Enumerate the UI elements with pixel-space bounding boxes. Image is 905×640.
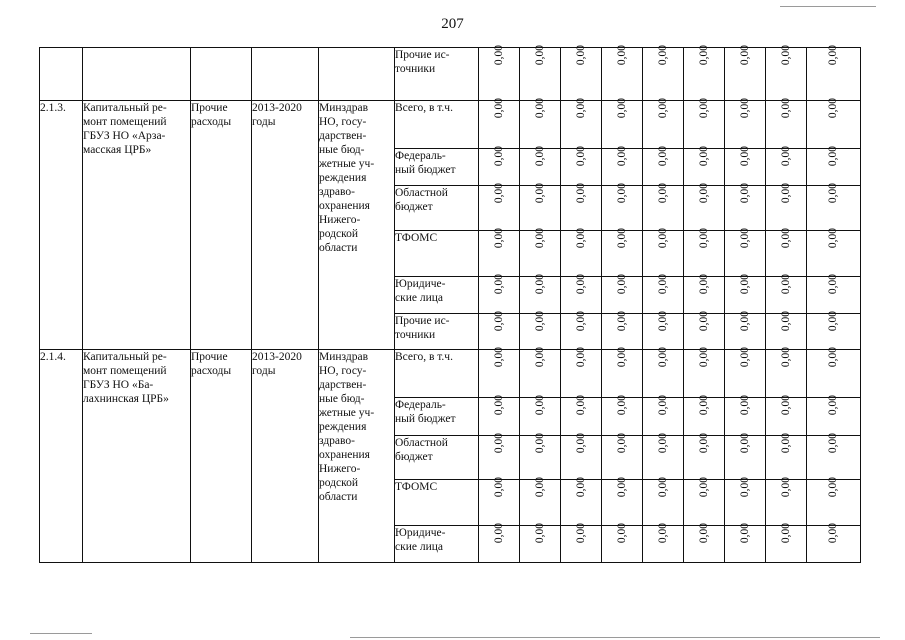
amount-value: 0,00 xyxy=(575,346,587,368)
amount-value: 0,00 xyxy=(657,273,669,295)
amount-value: 0,00 xyxy=(493,227,505,249)
amount-cell xyxy=(602,97,643,149)
amount-cell xyxy=(520,394,561,436)
amount-cell xyxy=(643,273,684,314)
funding-source: Областной бюджет xyxy=(395,437,448,463)
funding-source-cell xyxy=(395,101,479,149)
amount-value: 0,00 xyxy=(657,97,669,119)
amount-value: 0,00 xyxy=(534,44,546,66)
amount-cell xyxy=(602,182,643,231)
amount-value: 0,00 xyxy=(657,432,669,454)
amount-cell xyxy=(479,394,520,436)
funding-source-cell xyxy=(395,186,479,231)
amount-cell xyxy=(725,476,766,526)
funding-source-cell xyxy=(395,350,479,398)
funding-source: Федераль- ный бюджет xyxy=(395,399,456,425)
amount-cell xyxy=(684,227,725,277)
amount-value: 0,00 xyxy=(827,476,840,498)
amount-cell xyxy=(602,394,643,436)
amount-cell xyxy=(725,44,766,101)
amount-cell xyxy=(684,310,725,350)
table-body xyxy=(40,44,861,563)
amount-value: 0,00 xyxy=(739,145,751,167)
amount-value: 0,00 xyxy=(534,476,546,498)
funding-source-cell xyxy=(395,436,479,480)
amount-value: 0,00 xyxy=(493,273,505,295)
amount-cell xyxy=(561,273,602,314)
amount-cell xyxy=(561,44,602,101)
scan-line-bottom-left xyxy=(30,633,92,634)
scan-line-bottom-right xyxy=(350,637,880,638)
amount-value: 0,00 xyxy=(616,273,628,295)
amount-value: 0,00 xyxy=(534,346,546,368)
amount-value: 0,00 xyxy=(493,97,505,119)
table-row xyxy=(40,101,861,149)
amount-value: 0,00 xyxy=(657,346,669,368)
amount-value: 0,00 xyxy=(698,346,710,368)
amount-value: 0,00 xyxy=(534,522,546,544)
period-cell xyxy=(252,350,319,563)
amount-cell xyxy=(725,273,766,314)
item-title: Капитальный ре- монт помещений ГБУЗ НО «Ба- лахнинская ЦРБ» xyxy=(83,351,169,405)
period: 2013-2020 годы xyxy=(252,351,302,377)
funding-source-cell xyxy=(395,149,479,186)
amount-cell xyxy=(520,182,561,231)
amount-cell xyxy=(807,310,861,350)
amount-value: 0,00 xyxy=(534,273,546,295)
amount-cell xyxy=(725,394,766,436)
amount-cell xyxy=(479,44,520,101)
amount-value: 0,00 xyxy=(493,310,505,332)
amount-cell xyxy=(479,273,520,314)
item-code-cell xyxy=(40,101,83,350)
amount-cell xyxy=(479,476,520,526)
amount-value: 0,00 xyxy=(616,476,628,498)
amount-value: 0,00 xyxy=(616,182,628,204)
amount-cell xyxy=(725,145,766,186)
amount-value: 0,00 xyxy=(616,432,628,454)
amount-value: 0,00 xyxy=(827,227,840,249)
amount-value: 0,00 xyxy=(739,97,751,119)
amount-cell xyxy=(602,145,643,186)
amount-value: 0,00 xyxy=(698,432,710,454)
funding-source: Всего, в т.ч. xyxy=(395,351,453,363)
amount-cell xyxy=(479,346,520,398)
amount-cell xyxy=(520,44,561,101)
period: 2013-2020 годы xyxy=(252,102,302,128)
amount-cell xyxy=(561,145,602,186)
amount-cell xyxy=(684,476,725,526)
amount-value: 0,00 xyxy=(616,346,628,368)
amount-value: 0,00 xyxy=(575,227,587,249)
amount-value: 0,00 xyxy=(780,394,792,416)
amount-cell xyxy=(561,522,602,563)
amount-cell xyxy=(479,182,520,231)
amount-cell xyxy=(807,432,861,480)
funding-source: Прочие ис- точники xyxy=(395,49,450,75)
period-cell xyxy=(252,48,319,101)
item-title-cell xyxy=(83,350,191,563)
amount-value: 0,00 xyxy=(657,310,669,332)
amount-value: 0,00 xyxy=(534,310,546,332)
amount-value: 0,00 xyxy=(493,44,505,66)
item-code-cell xyxy=(40,350,83,563)
amount-cell xyxy=(602,522,643,563)
amount-value: 0,00 xyxy=(575,97,587,119)
amount-cell xyxy=(766,346,807,398)
amount-value: 0,00 xyxy=(616,227,628,249)
amount-value: 0,00 xyxy=(534,97,546,119)
amount-cell xyxy=(479,432,520,480)
amount-cell xyxy=(807,97,861,149)
amount-cell xyxy=(561,432,602,480)
amount-cell xyxy=(684,432,725,480)
amount-value: 0,00 xyxy=(739,394,751,416)
amount-cell xyxy=(807,394,861,436)
amount-value: 0,00 xyxy=(698,227,710,249)
expense-type-cell xyxy=(191,350,252,563)
amount-value: 0,00 xyxy=(575,182,587,204)
amount-value: 0,00 xyxy=(827,145,840,167)
amount-value: 0,00 xyxy=(698,310,710,332)
funding-source: ТФОМС xyxy=(395,481,438,493)
amount-cell xyxy=(602,310,643,350)
funding-source: Прочие ис- точники xyxy=(395,315,450,341)
amount-cell xyxy=(807,346,861,398)
item-title-cell xyxy=(83,101,191,350)
amount-cell xyxy=(602,44,643,101)
amount-cell xyxy=(684,182,725,231)
budget-table xyxy=(39,44,861,563)
amount-cell xyxy=(561,394,602,436)
amount-cell xyxy=(561,182,602,231)
amount-value: 0,00 xyxy=(827,97,840,119)
amount-cell xyxy=(807,273,861,314)
amount-value: 0,00 xyxy=(780,273,792,295)
amount-cell xyxy=(807,227,861,277)
amount-cell xyxy=(807,522,861,563)
amount-cell xyxy=(479,227,520,277)
amount-value: 0,00 xyxy=(780,182,792,204)
amount-value: 0,00 xyxy=(739,522,751,544)
amount-value: 0,00 xyxy=(575,476,587,498)
amount-cell xyxy=(684,97,725,149)
amount-value: 0,00 xyxy=(534,182,546,204)
amount-value: 0,00 xyxy=(493,394,505,416)
amount-cell xyxy=(643,432,684,480)
amount-value: 0,00 xyxy=(534,227,546,249)
amount-value: 0,00 xyxy=(534,145,546,167)
amount-cell xyxy=(520,310,561,350)
amount-value: 0,00 xyxy=(698,522,710,544)
amount-cell xyxy=(479,97,520,149)
amount-value: 0,00 xyxy=(575,522,587,544)
amount-cell xyxy=(725,97,766,149)
amount-value: 0,00 xyxy=(780,346,792,368)
amount-cell xyxy=(684,44,725,101)
amount-cell xyxy=(807,476,861,526)
amount-cell xyxy=(766,522,807,563)
amount-cell xyxy=(766,394,807,436)
amount-cell xyxy=(766,432,807,480)
amount-value: 0,00 xyxy=(698,476,710,498)
amount-cell xyxy=(479,145,520,186)
amount-cell xyxy=(684,522,725,563)
amount-value: 0,00 xyxy=(657,145,669,167)
amount-value: 0,00 xyxy=(739,182,751,204)
expense-type-cell xyxy=(191,48,252,101)
amount-cell xyxy=(766,44,807,101)
amount-value: 0,00 xyxy=(739,44,751,66)
amount-cell xyxy=(643,145,684,186)
amount-value: 0,00 xyxy=(698,97,710,119)
amount-cell xyxy=(766,227,807,277)
amount-cell xyxy=(684,145,725,186)
expense-type: Прочие расходы xyxy=(191,102,232,128)
amount-value: 0,00 xyxy=(780,97,792,119)
amount-value: 0,00 xyxy=(575,44,587,66)
amount-cell xyxy=(602,476,643,526)
amount-cell xyxy=(725,522,766,563)
amount-cell xyxy=(766,310,807,350)
amount-cell xyxy=(643,227,684,277)
amount-value: 0,00 xyxy=(657,44,669,66)
funding-source: Федераль- ный бюджет xyxy=(395,150,456,176)
amount-value: 0,00 xyxy=(657,227,669,249)
funding-source: Юридиче- ские лица xyxy=(395,527,446,553)
amount-cell xyxy=(725,432,766,480)
funding-source-cell xyxy=(395,277,479,314)
amount-value: 0,00 xyxy=(534,432,546,454)
amount-value: 0,00 xyxy=(493,182,505,204)
amount-cell xyxy=(602,227,643,277)
item-title: Капитальный ре- монт помещений ГБУЗ НО «Арза- масская ЦРБ» xyxy=(83,102,167,156)
amount-cell xyxy=(520,522,561,563)
amount-cell xyxy=(807,182,861,231)
amount-value: 0,00 xyxy=(827,44,840,66)
amount-cell xyxy=(766,97,807,149)
item-title-cell xyxy=(83,48,191,101)
amount-value: 0,00 xyxy=(698,273,710,295)
amount-value: 0,00 xyxy=(780,145,792,167)
executor: Минздрав НО, госу- дарствен- ные бюд- жетные уч- реждения здраво- охранения Нижего- родской области xyxy=(319,102,375,254)
amount-cell xyxy=(520,346,561,398)
amount-value: 0,00 xyxy=(827,394,840,416)
amount-cell xyxy=(643,476,684,526)
item-code: 2.1.4. xyxy=(40,351,66,363)
table-row xyxy=(40,350,861,398)
amount-value: 0,00 xyxy=(657,182,669,204)
amount-cell xyxy=(520,97,561,149)
amount-value: 0,00 xyxy=(657,394,669,416)
amount-cell xyxy=(479,310,520,350)
amount-value: 0,00 xyxy=(739,273,751,295)
amount-value: 0,00 xyxy=(575,310,587,332)
amount-cell xyxy=(766,182,807,231)
amount-value: 0,00 xyxy=(657,476,669,498)
amount-value: 0,00 xyxy=(739,310,751,332)
amount-cell xyxy=(684,346,725,398)
amount-value: 0,00 xyxy=(616,145,628,167)
amount-value: 0,00 xyxy=(698,394,710,416)
amount-value: 0,00 xyxy=(657,522,669,544)
period-cell xyxy=(252,101,319,350)
amount-value: 0,00 xyxy=(739,476,751,498)
funding-source-cell xyxy=(395,526,479,563)
amount-cell xyxy=(479,522,520,563)
amount-value: 0,00 xyxy=(493,346,505,368)
amount-cell xyxy=(807,145,861,186)
amount-cell xyxy=(725,310,766,350)
page-number: 207 xyxy=(441,16,464,32)
amount-value: 0,00 xyxy=(493,145,505,167)
amount-value: 0,00 xyxy=(698,182,710,204)
amount-value: 0,00 xyxy=(780,44,792,66)
amount-value: 0,00 xyxy=(493,476,505,498)
scan-line-top-right xyxy=(780,6,876,7)
amount-value: 0,00 xyxy=(616,44,628,66)
amount-cell xyxy=(643,310,684,350)
amount-value: 0,00 xyxy=(827,346,840,368)
amount-cell xyxy=(602,432,643,480)
amount-value: 0,00 xyxy=(698,44,710,66)
amount-cell xyxy=(643,44,684,101)
amount-cell xyxy=(602,273,643,314)
amount-cell xyxy=(520,432,561,480)
amount-value: 0,00 xyxy=(827,432,840,454)
amount-value: 0,00 xyxy=(616,97,628,119)
amount-value: 0,00 xyxy=(739,227,751,249)
amount-value: 0,00 xyxy=(739,432,751,454)
executor-cell xyxy=(319,350,395,563)
amount-cell xyxy=(643,97,684,149)
amount-value: 0,00 xyxy=(616,394,628,416)
executor-cell xyxy=(319,48,395,101)
amount-cell xyxy=(725,182,766,231)
amount-value: 0,00 xyxy=(780,522,792,544)
amount-value: 0,00 xyxy=(780,310,792,332)
amount-cell xyxy=(766,273,807,314)
funding-source-cell xyxy=(395,231,479,277)
amount-cell xyxy=(643,182,684,231)
executor: Минздрав НО, госу- дарствен- ные бюд- жетные уч- реждения здраво- охранения Нижего- родской области xyxy=(319,351,375,503)
item-code: 2.1.3. xyxy=(40,102,66,114)
amount-value: 0,00 xyxy=(739,346,751,368)
amount-cell xyxy=(561,476,602,526)
amount-value: 0,00 xyxy=(616,522,628,544)
amount-cell xyxy=(684,394,725,436)
amount-cell xyxy=(520,476,561,526)
amount-cell xyxy=(520,227,561,277)
amount-value: 0,00 xyxy=(780,227,792,249)
amount-value: 0,00 xyxy=(827,522,840,544)
amount-value: 0,00 xyxy=(534,394,546,416)
amount-value: 0,00 xyxy=(698,145,710,167)
amount-cell xyxy=(561,310,602,350)
amount-value: 0,00 xyxy=(780,432,792,454)
funding-source: Всего, в т.ч. xyxy=(395,102,453,114)
funding-source-cell xyxy=(395,314,479,350)
expense-type-cell xyxy=(191,101,252,350)
amount-cell xyxy=(643,394,684,436)
amount-cell xyxy=(520,273,561,314)
funding-source: Областной бюджет xyxy=(395,187,448,213)
amount-value: 0,00 xyxy=(827,310,840,332)
amount-value: 0,00 xyxy=(827,182,840,204)
funding-source-cell xyxy=(395,398,479,436)
amount-value: 0,00 xyxy=(575,145,587,167)
expense-type: Прочие расходы xyxy=(191,351,232,377)
amount-value: 0,00 xyxy=(575,273,587,295)
amount-cell xyxy=(766,145,807,186)
amount-cell xyxy=(725,227,766,277)
amount-cell xyxy=(561,97,602,149)
funding-source-cell xyxy=(395,480,479,526)
amount-cell xyxy=(725,346,766,398)
item-code-cell xyxy=(40,48,83,101)
amount-cell xyxy=(561,227,602,277)
table-row xyxy=(40,48,861,101)
amount-value: 0,00 xyxy=(493,522,505,544)
amount-cell xyxy=(561,346,602,398)
amount-value: 0,00 xyxy=(780,476,792,498)
amount-value: 0,00 xyxy=(493,432,505,454)
amount-value: 0,00 xyxy=(575,432,587,454)
amount-value: 0,00 xyxy=(616,310,628,332)
amount-value: 0,00 xyxy=(575,394,587,416)
amount-cell xyxy=(643,346,684,398)
amount-cell xyxy=(766,476,807,526)
executor-cell xyxy=(319,101,395,350)
amount-cell xyxy=(520,145,561,186)
funding-source: ТФОМС xyxy=(395,232,438,244)
amount-cell xyxy=(643,522,684,563)
amount-cell xyxy=(602,346,643,398)
funding-source-cell xyxy=(395,48,479,101)
funding-source: Юридиче- ские лица xyxy=(395,278,446,304)
amount-value: 0,00 xyxy=(827,273,840,295)
amount-cell xyxy=(684,273,725,314)
amount-cell xyxy=(807,44,861,101)
